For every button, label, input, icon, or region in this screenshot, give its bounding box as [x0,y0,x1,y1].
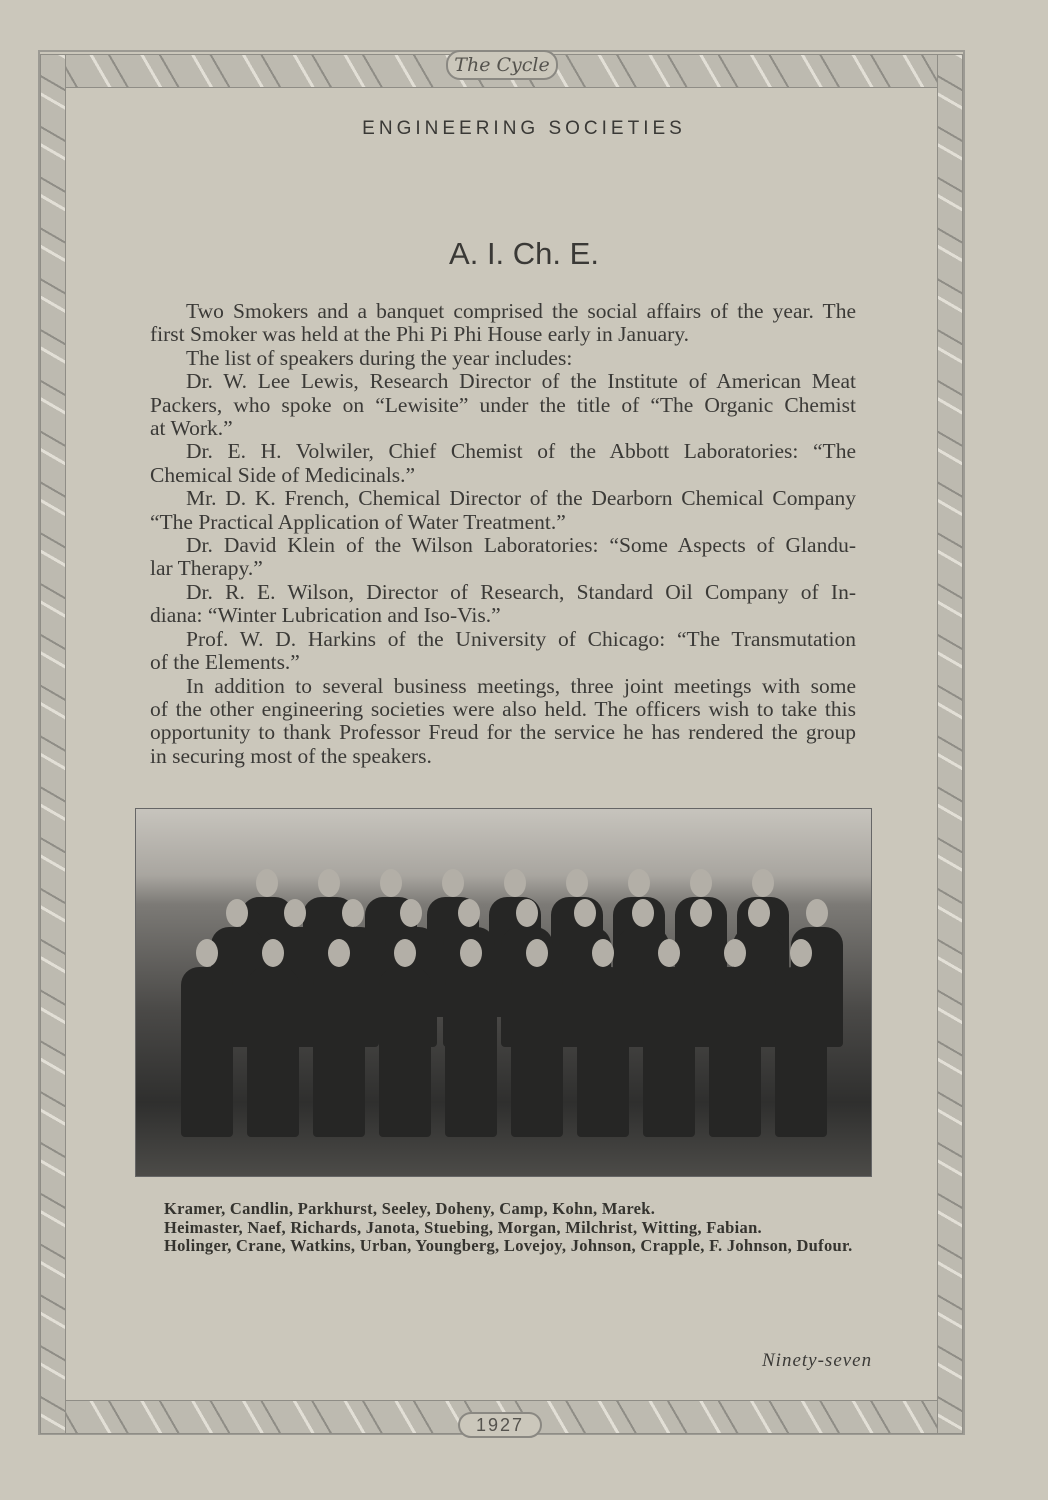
paragraph [150,487,856,534]
paragraph-line: in securing most of the speakers. [150,743,432,768]
person-head [690,869,712,897]
article-title: A. I. Ch. E. [449,236,599,271]
photo-caption [164,1200,853,1256]
person-head [632,899,654,927]
group-photo [135,808,872,1177]
person-silhouette [709,967,761,1137]
paragraph-line: Mr. D. K. French, Chemical Director of the Dearborn Chemical Company [186,486,856,511]
paragraph [150,347,856,370]
person-silhouette [247,967,299,1137]
person-head [724,939,746,967]
person-head [628,869,650,897]
person-head [504,869,526,897]
person-head [256,869,278,897]
paragraph-line: diana: “Winter Lubrication and Iso-Vis.” [150,603,501,628]
cycle-logo: The Cycle [446,50,558,80]
person-head [790,939,812,967]
paragraph-line: “The Practical Application of Water Treatment.” [150,509,566,534]
person-silhouette [577,967,629,1137]
person-head [458,899,480,927]
paragraph-line: of the Elements.” [150,650,300,675]
year-cartouche: 1927 [458,1412,542,1438]
person-head [342,899,364,927]
paragraph [150,370,856,440]
person-silhouette [775,967,827,1137]
person-head [196,939,218,967]
person-silhouette [181,967,233,1137]
person-head [690,899,712,927]
person-silhouette [445,967,497,1137]
paragraph-line: In addition to several business meetings, three joint meetings with some [186,673,856,698]
caption-row-2: Heimaster, Naef, Richards, Janota, Stuebing, Morgan, Milchrist, Witting, Fabian. [164,1217,762,1237]
paragraph-line: first Smoker was held at the Phi Pi Phi House early in January. [150,322,690,347]
paragraph-line: lar Therapy.” [150,556,263,581]
caption-row-3: Holinger, Crane, Watkins, Urban, Youngberg, Lovejoy, Johnson, Crapple, F. Johnson, Dufour. [164,1236,853,1255]
page-number: Ninety-seven [762,1350,873,1371]
paragraph-line: Prof. W. D. Harkins of the University of Chicago: “The Transmutation [186,626,856,651]
person-head [574,899,596,927]
person-head [658,939,680,967]
person-head [442,869,464,897]
paragraph [150,581,856,628]
paragraph-line: Two Smokers and a banquet comprised the social affairs of the year. The [186,299,856,323]
paragraph [150,440,856,487]
section-heading: ENGINEERING SOCIETIES [362,118,686,139]
paragraph-line: The list of speakers during the year includes: [186,345,573,370]
person-head [526,939,548,967]
paragraph-line: at Work.” [150,416,233,441]
person-head [748,899,770,927]
paragraph-line: Dr. David Klein of the Wilson Laboratories: “Some Aspects of Glandu- [186,533,856,558]
paragraph-line: Packers, who spoke on “Lewisite” under the title of “The Organic Chemist [150,392,856,417]
person-head [752,869,774,897]
person-head [262,939,284,967]
paragraph [150,675,856,769]
person-head [226,899,248,927]
paragraph [150,300,856,347]
paragraph-line: opportunity to thank Professor Freud for the service he has rendered the group [150,720,856,745]
person-head [516,899,538,927]
person-head [380,869,402,897]
person-head [400,899,422,927]
person-silhouette [313,967,365,1137]
person-head [318,869,340,897]
person-head [394,939,416,967]
paragraph-line: Dr. E. H. Volwiler, Chief Chemist of the Abbott Laboratories: “The [186,439,856,464]
person-head [460,939,482,967]
person-head [566,869,588,897]
person-silhouette [379,967,431,1137]
person-head [328,939,350,967]
person-head [806,899,828,927]
paragraph-line: Chemical Side of Medicinals.” [150,462,416,487]
paragraph-line: Dr. W. Lee Lewis, Research Director of the Institute of American Meat [186,369,856,394]
person-silhouette [643,967,695,1137]
paragraph [150,534,856,581]
article-body [150,300,856,768]
caption-row-1: Kramer, Candlin, Parkhurst, Seeley, Doheny, Camp, Kohn, Marek. [164,1199,656,1218]
paragraph [150,628,856,675]
person-head [592,939,614,967]
paragraph-line: of the other engineering societies were also held. The officers wish to take this [150,696,856,721]
person-silhouette [511,967,563,1137]
paragraph-line: Dr. R. E. Wilson, Director of Research, Standard Oil Company of In- [186,579,856,604]
person-head [284,899,306,927]
